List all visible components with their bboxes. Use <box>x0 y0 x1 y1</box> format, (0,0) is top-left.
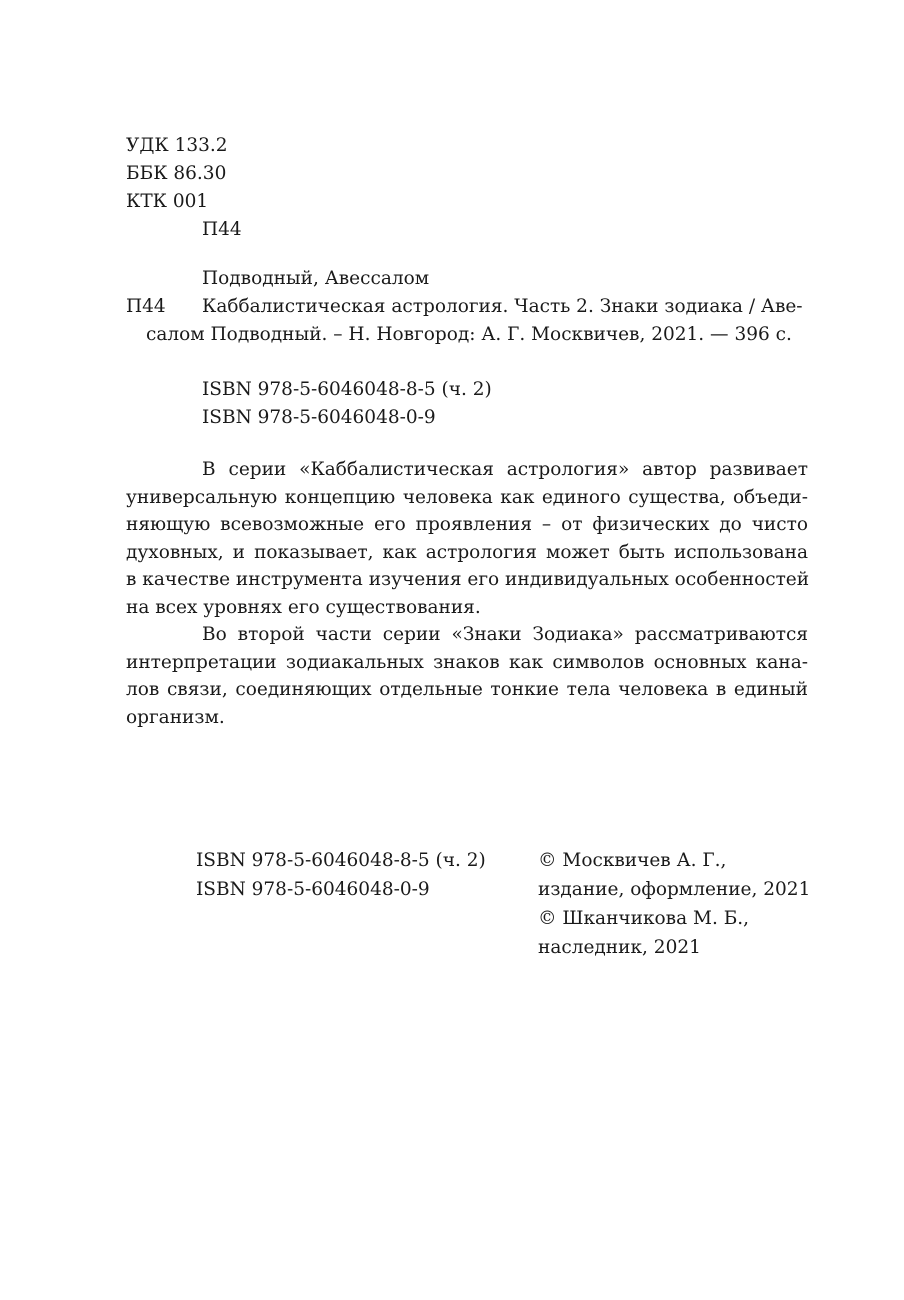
annotation-line: В серии «Каббалистическая астрология» автор развивает <box>202 459 808 480</box>
annotation-line: интерпретации зодиакальных знаков как символов основных кана- <box>126 651 808 673</box>
author-sign: П44 <box>202 219 242 240</box>
annotation-line: организм. <box>126 706 225 728</box>
annotation-line: лов связи, соединяющих отдельные тонкие тела человека в единый <box>126 679 808 700</box>
author-name: Подводный, Авессалом <box>202 268 430 289</box>
ktk-code: КТК 001 <box>126 191 209 212</box>
isbn-set: ISBN 978-5-6046048-0-9 <box>202 407 436 428</box>
annotation-line: Во второй части серии «Знаки Зодиака» рассматриваются <box>202 624 808 645</box>
footer-isbn-set: ISBN 978-5-6046048-0-9 <box>196 879 430 900</box>
footer-isbn-part2: ISBN 978-5-6046048-8-5 (ч. 2) <box>196 850 486 871</box>
annotation-line: няющую всевозможные его проявления – от физических до чисто <box>126 514 808 535</box>
udk-code: УДК 133.2 <box>126 135 228 156</box>
footer-isbn-block <box>196 846 486 904</box>
copyright-line: издание, оформление, 2021 <box>538 879 811 900</box>
annotation-line: в качестве инструмента изучения его индивидуальных особенностей <box>126 569 810 590</box>
record-line-1: Каббалистическая астрология. Часть 2. Знаки зодиака / Аве- <box>202 296 803 317</box>
record-line-2: салом Подводный. – Н. Новгород: А. Г. Москвичев, 2021. — 396 с. <box>146 324 792 345</box>
annotation-line: на всех уровнях его существования. <box>126 596 481 618</box>
bbk-code: ББК 86.30 <box>126 163 227 184</box>
copyright-line: наследник, 2021 <box>538 937 701 958</box>
record-sign: П44 <box>126 296 166 317</box>
annotation-line: духовных, и показывает, как астрология может быть использована <box>126 541 808 563</box>
annotation-line: универсальную концепцию человека как единого существа, объеди- <box>126 486 808 508</box>
copyright-line: © Москвичев А. Г., <box>538 850 727 871</box>
isbn-part2: ISBN 978-5-6046048-8-5 (ч. 2) <box>202 379 492 400</box>
copyright-block <box>538 846 810 962</box>
copyright-line: © Шканчикова М. Б., <box>538 908 750 929</box>
annotation-paragraph-2 <box>126 621 808 731</box>
annotation-paragraph-1 <box>126 456 808 621</box>
